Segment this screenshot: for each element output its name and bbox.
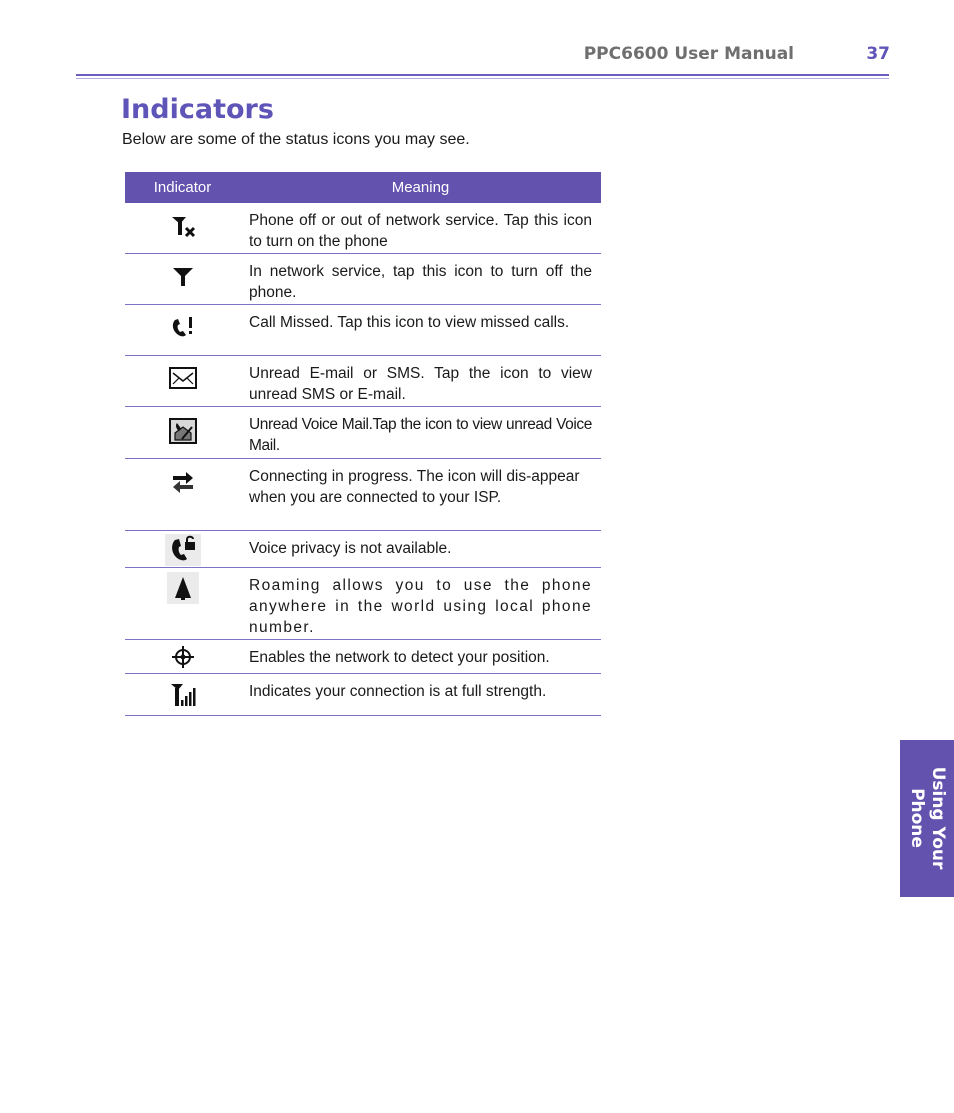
row-meaning: Enables the network to detect your position. [249,649,550,666]
table-row [125,305,601,356]
side-tab-line1: Using Your [928,766,948,870]
table-row [125,568,601,640]
page-number: 37 [866,44,890,64]
signal-strength-icon [169,682,197,708]
column-header-meaning: Meaning [391,179,450,196]
table-row [125,674,601,716]
column-header-indicator: Indicator [153,179,212,196]
voicemail-icon [168,417,198,445]
row-meaning: Roaming allows you to use the phone anywhere in the world using local phone number. [249,577,592,636]
table-row [125,640,601,674]
table-row [125,254,601,305]
roaming-icon [167,572,199,604]
indicators-table [125,172,601,716]
location-crosshair-icon [170,645,196,669]
side-tab-line2: Phone [907,788,927,848]
missed-call-icon [169,315,197,339]
manual-title: PPC6600 User Manual [583,44,794,64]
header-rule [76,74,889,76]
table-row [125,531,601,568]
table-row [125,459,601,531]
row-meaning: Unread Voice Mail.Tap the icon to view unread Voice Mail. [249,416,592,454]
side-section-tab [900,740,954,897]
intro-text: Below are some of the status icons you may see. [122,131,470,148]
table-row [125,356,601,407]
row-meaning: Voice privacy is not available. [249,540,452,557]
table-row [125,203,601,254]
voice-privacy-icon [165,534,201,566]
phone-off-icon [169,213,197,239]
row-meaning: Indicates your connection is at full strength. [249,683,547,700]
connecting-arrows-icon [169,469,197,495]
table-header [125,172,601,203]
envelope-icon [168,366,198,390]
row-meaning: Connecting in progress. The icon will dis-appear when you are connected to your ISP. [249,468,580,506]
row-meaning: Phone off or out of network service. Tap this icon to turn on the phone [249,212,592,250]
row-meaning: Unread E-mail or SMS. Tap the icon to view unread SMS or E-mail. [249,365,592,403]
page-title: Indicators [121,94,274,125]
header-rule-thin [76,78,889,79]
table-row [125,407,601,459]
row-meaning: In network service, tap this icon to turn off the phone. [249,263,592,301]
row-meaning: Call Missed. Tap this icon to view missed calls. [249,314,570,331]
antenna-icon [169,264,197,288]
